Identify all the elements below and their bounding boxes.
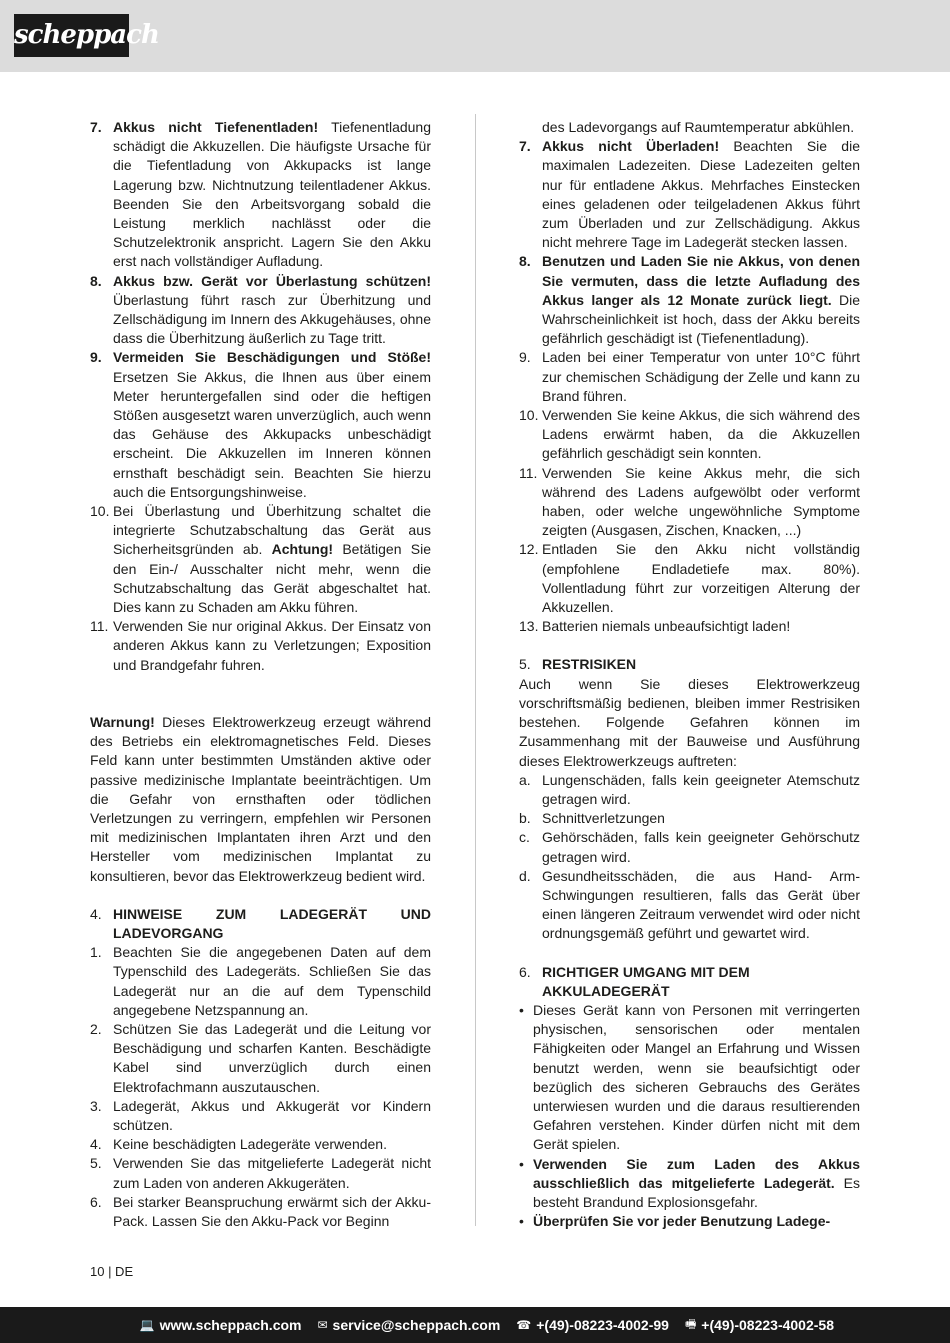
item-text: Vermeiden Sie Beschädigungen und Stöße! Ersetzen Sie Akkus, die Ihnen aus über einem Meter heruntergefallen sind oder die heftigen Stößen ausgesetzt waren unverzüglich, auch wenn das Gehäuse des Akkupacks unbeschädigt erscheint. Die Akkuzellen im Inneren können ernsthaft beschädigt sein. Beachten Sie hierzu auch die Entsorgungshinweise.: [113, 349, 431, 500]
phone-icon: ☎: [516, 1318, 532, 1332]
warning-paragraph: Warnung! Dieses Elektrowerkzeug erzeugt während des Betriebs ein elektromagnetisches Feld. Dieses Feld kann unter bestimmten Umständen aktive oder passive medizinische Implantate beeinträchtigen. Um die Gefahr von ernsthaften oder tödlichen Verletzungen zu verringern, empfehlen wir Personen mit medizinischen Implantaten ihren Arzt und den Hersteller vom medizinischen Implantat zu konsultieren, bevor das Elektrowerkzeug bedient wird.: [90, 713, 431, 884]
item-text: Entladen Sie den Akku nicht vollständig (empfohlene Endladetiefe max. 80%). Vollentladung führt zur vorzeitigen Alterung der Akkuzellen.: [542, 541, 860, 616]
scheppach-logo: scheppach: [14, 14, 129, 57]
section-title: RICHTIGER UMGANG MIT DEM AKKULADEGERÄT: [542, 963, 750, 999]
bullet-icon: •: [519, 1155, 524, 1172]
list-item: [90, 1097, 431, 1135]
footer-phone: [516, 1317, 669, 1333]
item-text: Benutzen und Laden Sie nie Akkus, von denen Sie vermuten, dass die letzte Aufladung des Akkus langer als 12 Monate zurück liegt. Die Wahrscheinlichkeit ist hoch, dass der Akku bereits gefährlich geschädigt ist (Tiefenentladung).: [542, 253, 860, 347]
item-text: Schnittverletzungen: [542, 810, 665, 827]
footer-website[interactable]: [140, 1317, 302, 1333]
list-item: [90, 617, 431, 675]
item-number: 1.: [90, 944, 102, 961]
page-footer: [0, 1307, 950, 1343]
item-text: Akkus bzw. Gerät vor Überlastung schützen! Überlastung führt rasch zur Überhitzung und Zellschädigung im Innern des Akkugehäuses, ohne dass die Überhitzung äußerlich zu Tage tritt.: [113, 272, 431, 347]
item-text: Batterien niemals unbeaufsichtigt laden!: [542, 618, 791, 635]
left-column: [90, 118, 431, 1231]
list-item: [519, 828, 860, 866]
item-number: 5.: [90, 1155, 102, 1172]
section-heading: [519, 655, 860, 674]
item-number: 13.: [519, 618, 539, 635]
list-item: [519, 617, 860, 636]
list-item: [519, 406, 860, 464]
item-letter: a.: [519, 771, 531, 788]
item-text: Laden bei einer Temperatur von unter 10°C führt zur chemischen Schädigung der Zelle und kann zu Brand führen.: [542, 349, 860, 404]
section-title: RESTRISIKEN: [542, 656, 637, 673]
item-number: 10.: [90, 503, 110, 520]
list-item: [90, 943, 431, 1020]
list-item: [519, 252, 860, 348]
item-text: Dieses Gerät kann von Personen mit verringerten physischen, sensorischen oder mentalen Fähigkeiten oder Mangel an Erfahrung und Wissen benutzt werden, wenn sie beaufsichtigt oder bezüglich des sicheren Gebrauchs des Gerätes unterwiesen wurden und die daraus resultierenden Gefahren verstehen. Kinder dürfen nicht mit dem Gerät spielen.: [533, 1001, 860, 1153]
item-number: 12.: [519, 541, 539, 558]
email-link[interactable]: service@scheppach.com: [332, 1317, 501, 1333]
item-text: Ladegerät, Akkus und Akkugerät vor Kindern schützen.: [113, 1097, 431, 1133]
mail-icon: ✉: [317, 1318, 328, 1332]
item-text: Verwenden Sie nur original Akkus. Der Einsatz von anderen Akkus kann zu Verletzungen; Exposition und Brandgefahr fuhren.: [113, 618, 431, 673]
list-item: [519, 867, 860, 944]
page-number: 10 | DE: [90, 1264, 134, 1279]
computer-icon: 💻: [139, 1318, 155, 1332]
continued-text: des Ladevorgangs auf Raumtemperatur abkühlen.: [542, 119, 855, 135]
list-item: [90, 348, 431, 502]
item-text: Akkus nicht Tiefenentladen! Tiefenentladung schädigt die Akkuzellen. Die häufigste Ursache für die Tiefentladung von Akkupacks ist lange Lagerung bzw. Nichtnutzung teilentladener Akkus. Beenden Sie den Arbeitsvorgang sobald die Leistung merklich nachlässt oder die Schutzelektronik anspricht. Lagern Sie den Akku erst nach vollständiger Aufladung.: [113, 119, 431, 270]
item-number: 6.: [90, 1193, 102, 1210]
footer-email[interactable]: [317, 1317, 500, 1333]
item-number: 11.: [519, 464, 538, 481]
column-divider: [475, 114, 476, 1226]
list-item: [519, 771, 860, 809]
section-title: HINWEISE ZUM LADEGERÄT UND LADEVORGANG: [113, 905, 431, 941]
item-number: 8.: [90, 272, 102, 289]
section-heading: [519, 963, 860, 1001]
item-number: 7.: [519, 138, 531, 155]
item-text: Gehörschäden, falls kein geeigneter Gehörschutz getragen wird.: [542, 829, 860, 865]
bullet-icon: •: [519, 1001, 524, 1018]
list-item: [519, 348, 860, 406]
section-intro: Auch wenn Sie dieses Elektrowerkzeug vorschriftsmäßig bedienen, bleiben immer Restrisiken bestehen. Folgende Gefahren können im Zusammenhang mit der Bauweise und Ausführung dieses Elektrowerkzeugs auftreten:: [519, 675, 860, 769]
item-number: 9.: [519, 349, 531, 366]
item-number: 4.: [90, 1136, 102, 1153]
bullet-item: [519, 1212, 860, 1231]
bullet-icon: •: [519, 1213, 524, 1230]
item-text: Verwenden Sie zum Laden des Akkus ausschließlich das mitgelieferte Ladegerät. Es besteht Brandund Explosionsgefahr.: [533, 1155, 860, 1210]
item-number: 3.: [90, 1097, 102, 1114]
fax-number: +(49)-08223-4002-58: [701, 1317, 834, 1333]
item-text: Überprüfen Sie vor jeder Benutzung Ladege-: [533, 1213, 831, 1230]
website-link[interactable]: www.scheppach.com: [159, 1317, 302, 1333]
list-item: [519, 809, 860, 828]
list-item: [519, 464, 860, 541]
section-number: 6.: [519, 963, 531, 980]
list-item: [90, 1020, 431, 1097]
item-text: Lungenschäden, falls kein geeigneter Atemschutz getragen wird.: [542, 771, 860, 807]
right-column: [519, 118, 860, 1231]
list-item: [90, 502, 431, 617]
list-item: [90, 272, 431, 349]
item-text: Bei starker Beanspruchung erwärmt sich der Akku-Pack. Lassen Sie den Akku-Pack vor Beginn: [113, 1193, 431, 1229]
list-item: [519, 540, 860, 617]
item-number: 7.: [90, 119, 102, 135]
item-text: Beachten Sie die angegebenen Daten auf dem Typenschild des Ladegeräts. Schließen Sie das Ladegerät nur an die auf dem Typenschild angegebene Netzspannung an.: [113, 944, 431, 1018]
item-text: Verwenden Sie keine Akkus, die sich während des Ladens erwärmt haben, da die Akkuzellen gefährlich geschädigt sein konnten.: [542, 407, 860, 462]
section-number: 5.: [519, 656, 531, 673]
item-text: Keine beschädigten Ladegeräte verwenden.: [113, 1136, 387, 1153]
item-number: 10.: [519, 407, 539, 424]
item-number: 9.: [90, 349, 102, 366]
list-item: [519, 137, 860, 252]
page-header: [0, 0, 950, 72]
list-item: [90, 118, 431, 272]
item-text: Schützen Sie das Ladegerät und die Leitung vor Beschädigung und scharfen Kanten. Beschädigte Kabel sind unverzüglich durch einen Elektrofachmann auszutauschen.: [113, 1020, 431, 1095]
item-text: Verwenden Sie das mitgelieferte Ladegerät nicht zum Laden von anderen Akkugeräten.: [113, 1155, 431, 1191]
item-text: Verwenden Sie keine Akkus mehr, die sich während des Ladens aufgewölbt oder verformt haben, oder welche ungewöhnliche Symptome zeigten (Ausgasen, Zischen, Knacken, ...): [542, 464, 860, 539]
item-text: Akkus nicht Überladen! Beachten Sie die maximalen Ladezeiten. Diese Ladezeiten gelten nur für entladene Akkus. Mehrfaches Einstecken eines geladenen oder teilgeladenen Akkus führt zum Überladen und zur Zellschädigung. Akkus nicht mehrere Tage im Ladegerät stecken lassen.: [542, 138, 860, 251]
item-letter: d.: [519, 867, 531, 884]
item-text: Bei Überlastung und Überhitzung schaltet die integrierte Schutzabschaltung das Gerät aus Sicherheitsgründen ab. Achtung! Betätigen Sie den Ein-/ Ausschalter nicht mehr, wenn die Schutzabschaltung das Gerät abgeschaltet hat. Dies kann zu Schaden am Akku führen.: [113, 503, 432, 616]
bullet-item: [519, 1155, 860, 1213]
item-text: Gesundheitsschäden, die aus Hand- Arm-Schwingungen resultieren, falls das Gerät über einen längeren Zeitraum verwendet wird oder nicht ordnungsgemäß geführt und gewartet wird.: [542, 867, 860, 942]
fax-icon: 🖷: [684, 1316, 697, 1331]
phone-number: +(49)-08223-4002-99: [536, 1317, 669, 1333]
item-number: 2.: [90, 1020, 102, 1037]
list-item: [90, 1135, 431, 1154]
list-item: [90, 1193, 431, 1231]
item-number: 11.: [90, 618, 109, 635]
section-number: 4.: [90, 905, 102, 922]
item-number: 8.: [519, 253, 531, 270]
item-letter: c.: [519, 829, 530, 846]
item-letter: b.: [519, 810, 531, 827]
footer-fax: [685, 1315, 834, 1336]
section-heading: [90, 905, 431, 943]
bullet-item: [519, 1001, 860, 1155]
list-item: [90, 1154, 431, 1192]
